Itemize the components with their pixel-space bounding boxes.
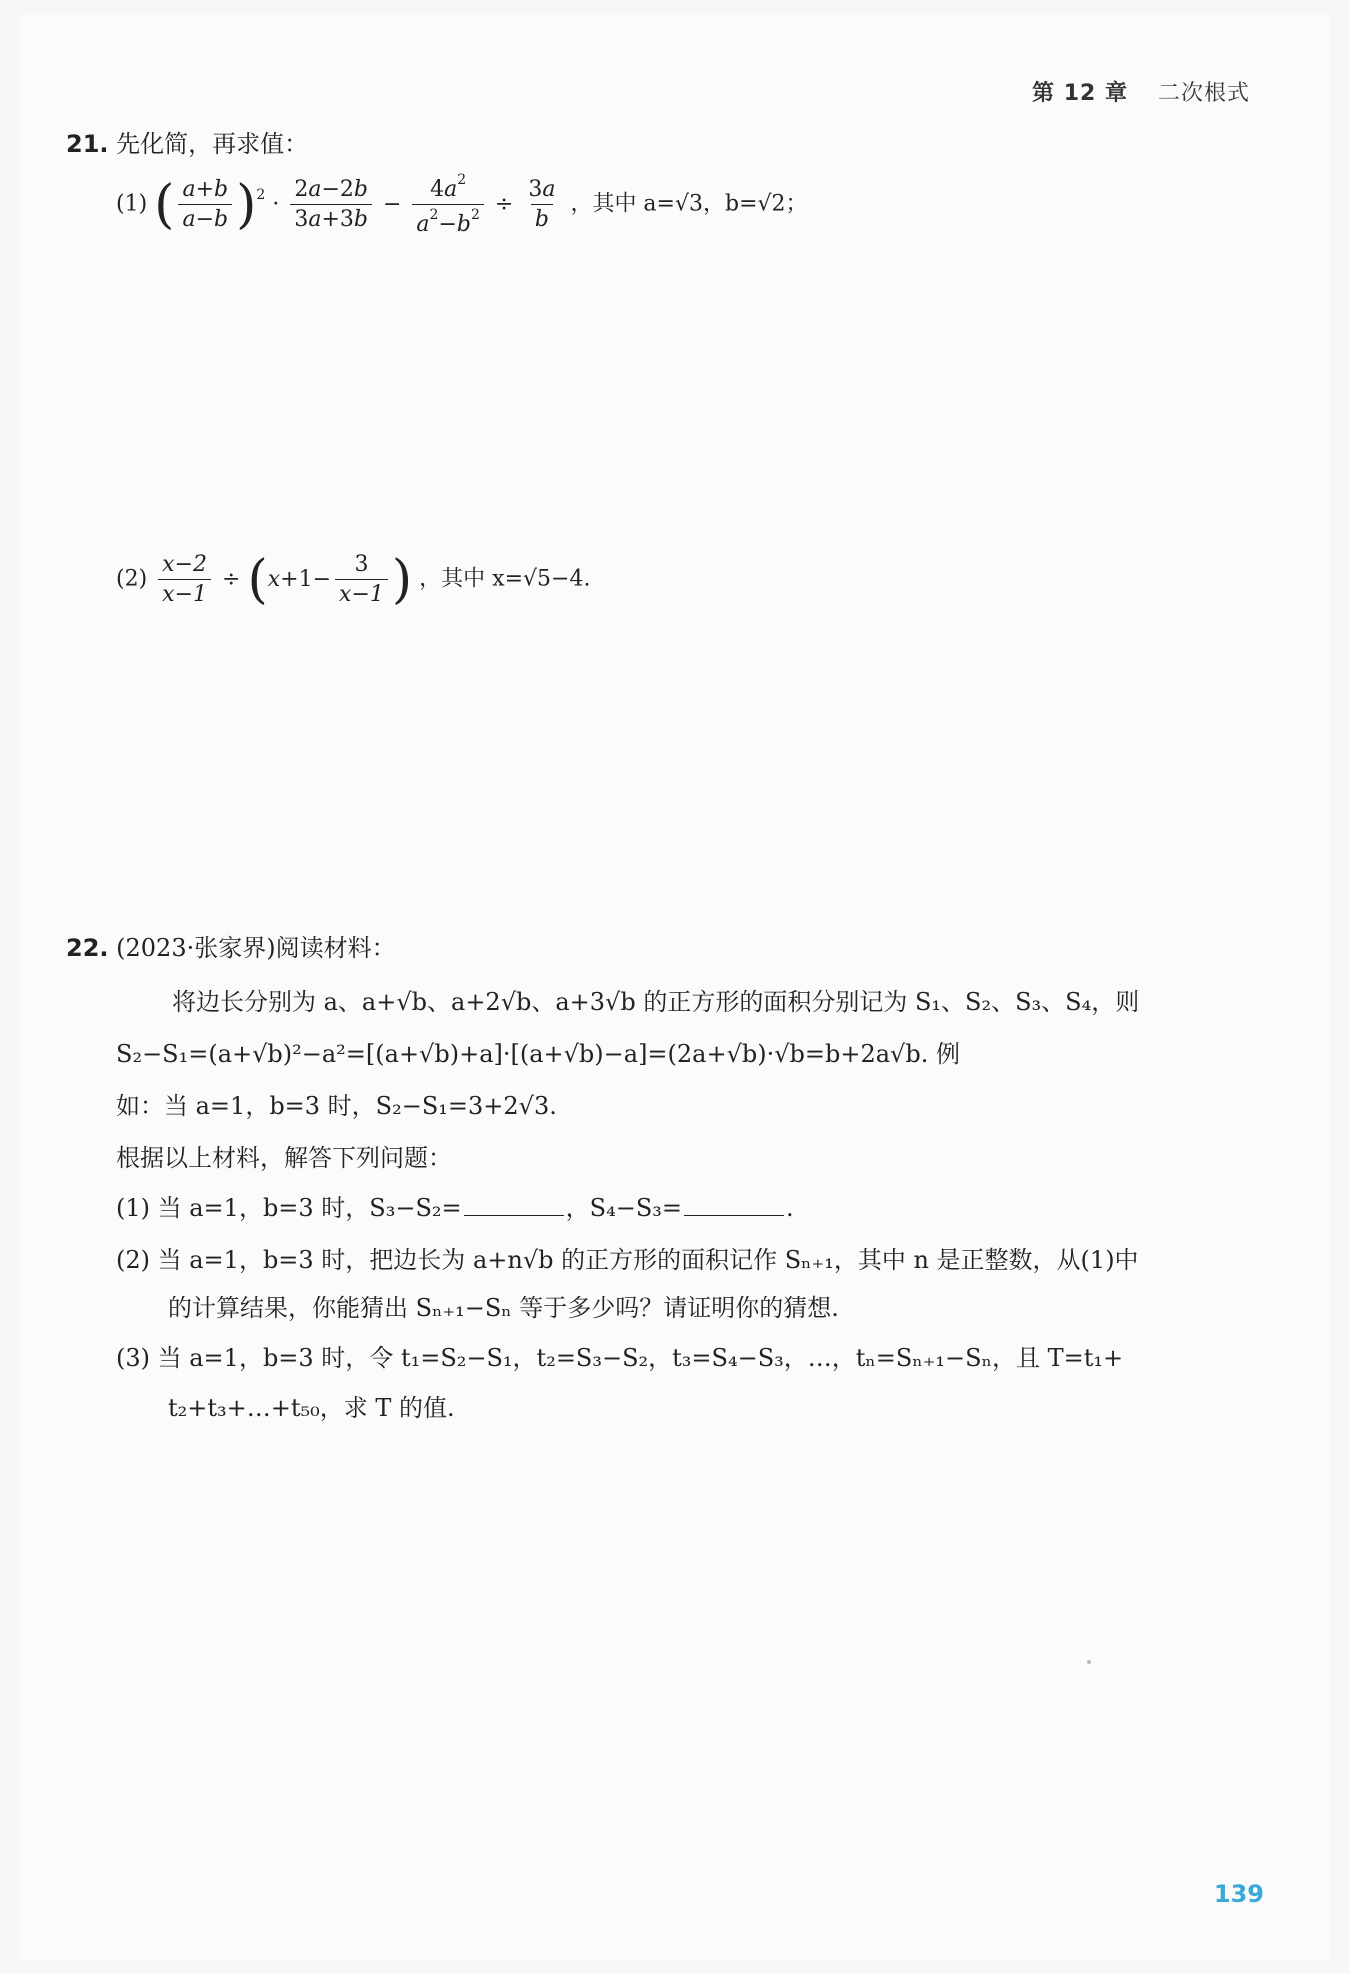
q22-paragraph-4: 根据以上材料，解答下列问题： <box>116 1144 452 1172</box>
chapter-header <box>1032 76 1250 107</box>
question-22-heading <box>66 928 396 963</box>
sub1-text-a: (1) 当 a=1，b=3 时，S₃−S₂= <box>116 1194 462 1222</box>
q22-paragraph-1: 将边长分别为 a、a+√b、a+2√b、a+3√b 的正方形的面积分别记为 S₁、S₂、S₃、S₄，则 <box>172 988 1140 1016</box>
chapter-number: 第 12 章 <box>1032 81 1128 106</box>
q22-sub1 <box>116 1188 794 1223</box>
q22-sub3-line2: t₂+t₃+…+t₅₀，求 T 的值. <box>168 1394 455 1422</box>
q21-part2-condition: ，其中 x=√5−4. <box>419 566 591 592</box>
page-number: 139 <box>1213 1880 1264 1908</box>
q22-sub2-line1: (2) 当 a=1，b=3 时，把边长为 a+n√b 的正方形的面积记作 Sₙ₊₁，其中 n 是正整数，从(1)中 <box>116 1246 1139 1274</box>
q22-sub2-line2: 的计算结果，你能猜出 Sₙ₊₁−Sₙ 等于多少吗？请证明你的猜想. <box>168 1294 839 1322</box>
stray-mark <box>1087 1660 1091 1664</box>
question-number: 21. <box>66 130 109 158</box>
part-label: (2) <box>116 566 148 592</box>
answer-blank-2[interactable] <box>684 1193 784 1216</box>
q22-sub3-line1: (3) 当 a=1，b=3 时，令 t₁=S₂−S₁，t₂=S₃−S₂，t₃=S₄−S₃，…，tₙ=Sₙ₊₁−Sₙ，且 T=t₁+ <box>116 1344 1124 1372</box>
question-21-heading <box>66 124 308 159</box>
sub1-text-c: . <box>786 1194 794 1222</box>
q21-part2-expression: $\frac{x-2}{x-1}$ ÷ (x+1− $\frac{3}{x-1}$ ) <box>154 567 419 592</box>
question-number: 22. <box>66 934 109 962</box>
q21-part1-condition: ，其中 a=√3，b=√2； <box>570 191 808 217</box>
answer-blank-1[interactable] <box>464 1193 564 1216</box>
q21-part1 <box>116 172 808 237</box>
q21-part2 <box>116 549 591 610</box>
part-label: (1) <box>116 191 148 217</box>
q22-paragraph-2: S₂−S₁=(a+√b)²−a²=[(a+√b)+a]·[(a+√b)−a]=(2a+√b)·√b=b+2a√b. 例 <box>116 1040 960 1068</box>
q22-paragraph-3: 如：当 a=1，b=3 时，S₂−S₁=3+2√3. <box>116 1092 557 1120</box>
q21-part1-expression: ( $\frac{a+b}{a-b}$ )$^2$ · $\frac{2a-2b}{3a+3b}$ − $\frac{4a^2}{a^2-b^2}$ ÷ $\frac{3a}{b}$ <box>154 172 556 237</box>
question-source: (2023·张家界)阅读材料： <box>116 934 396 962</box>
chapter-title: 二次根式 <box>1157 81 1250 106</box>
question-prompt: 先化简，再求值： <box>116 130 309 158</box>
sub1-text-b: ，S₄−S₃= <box>565 1194 682 1222</box>
